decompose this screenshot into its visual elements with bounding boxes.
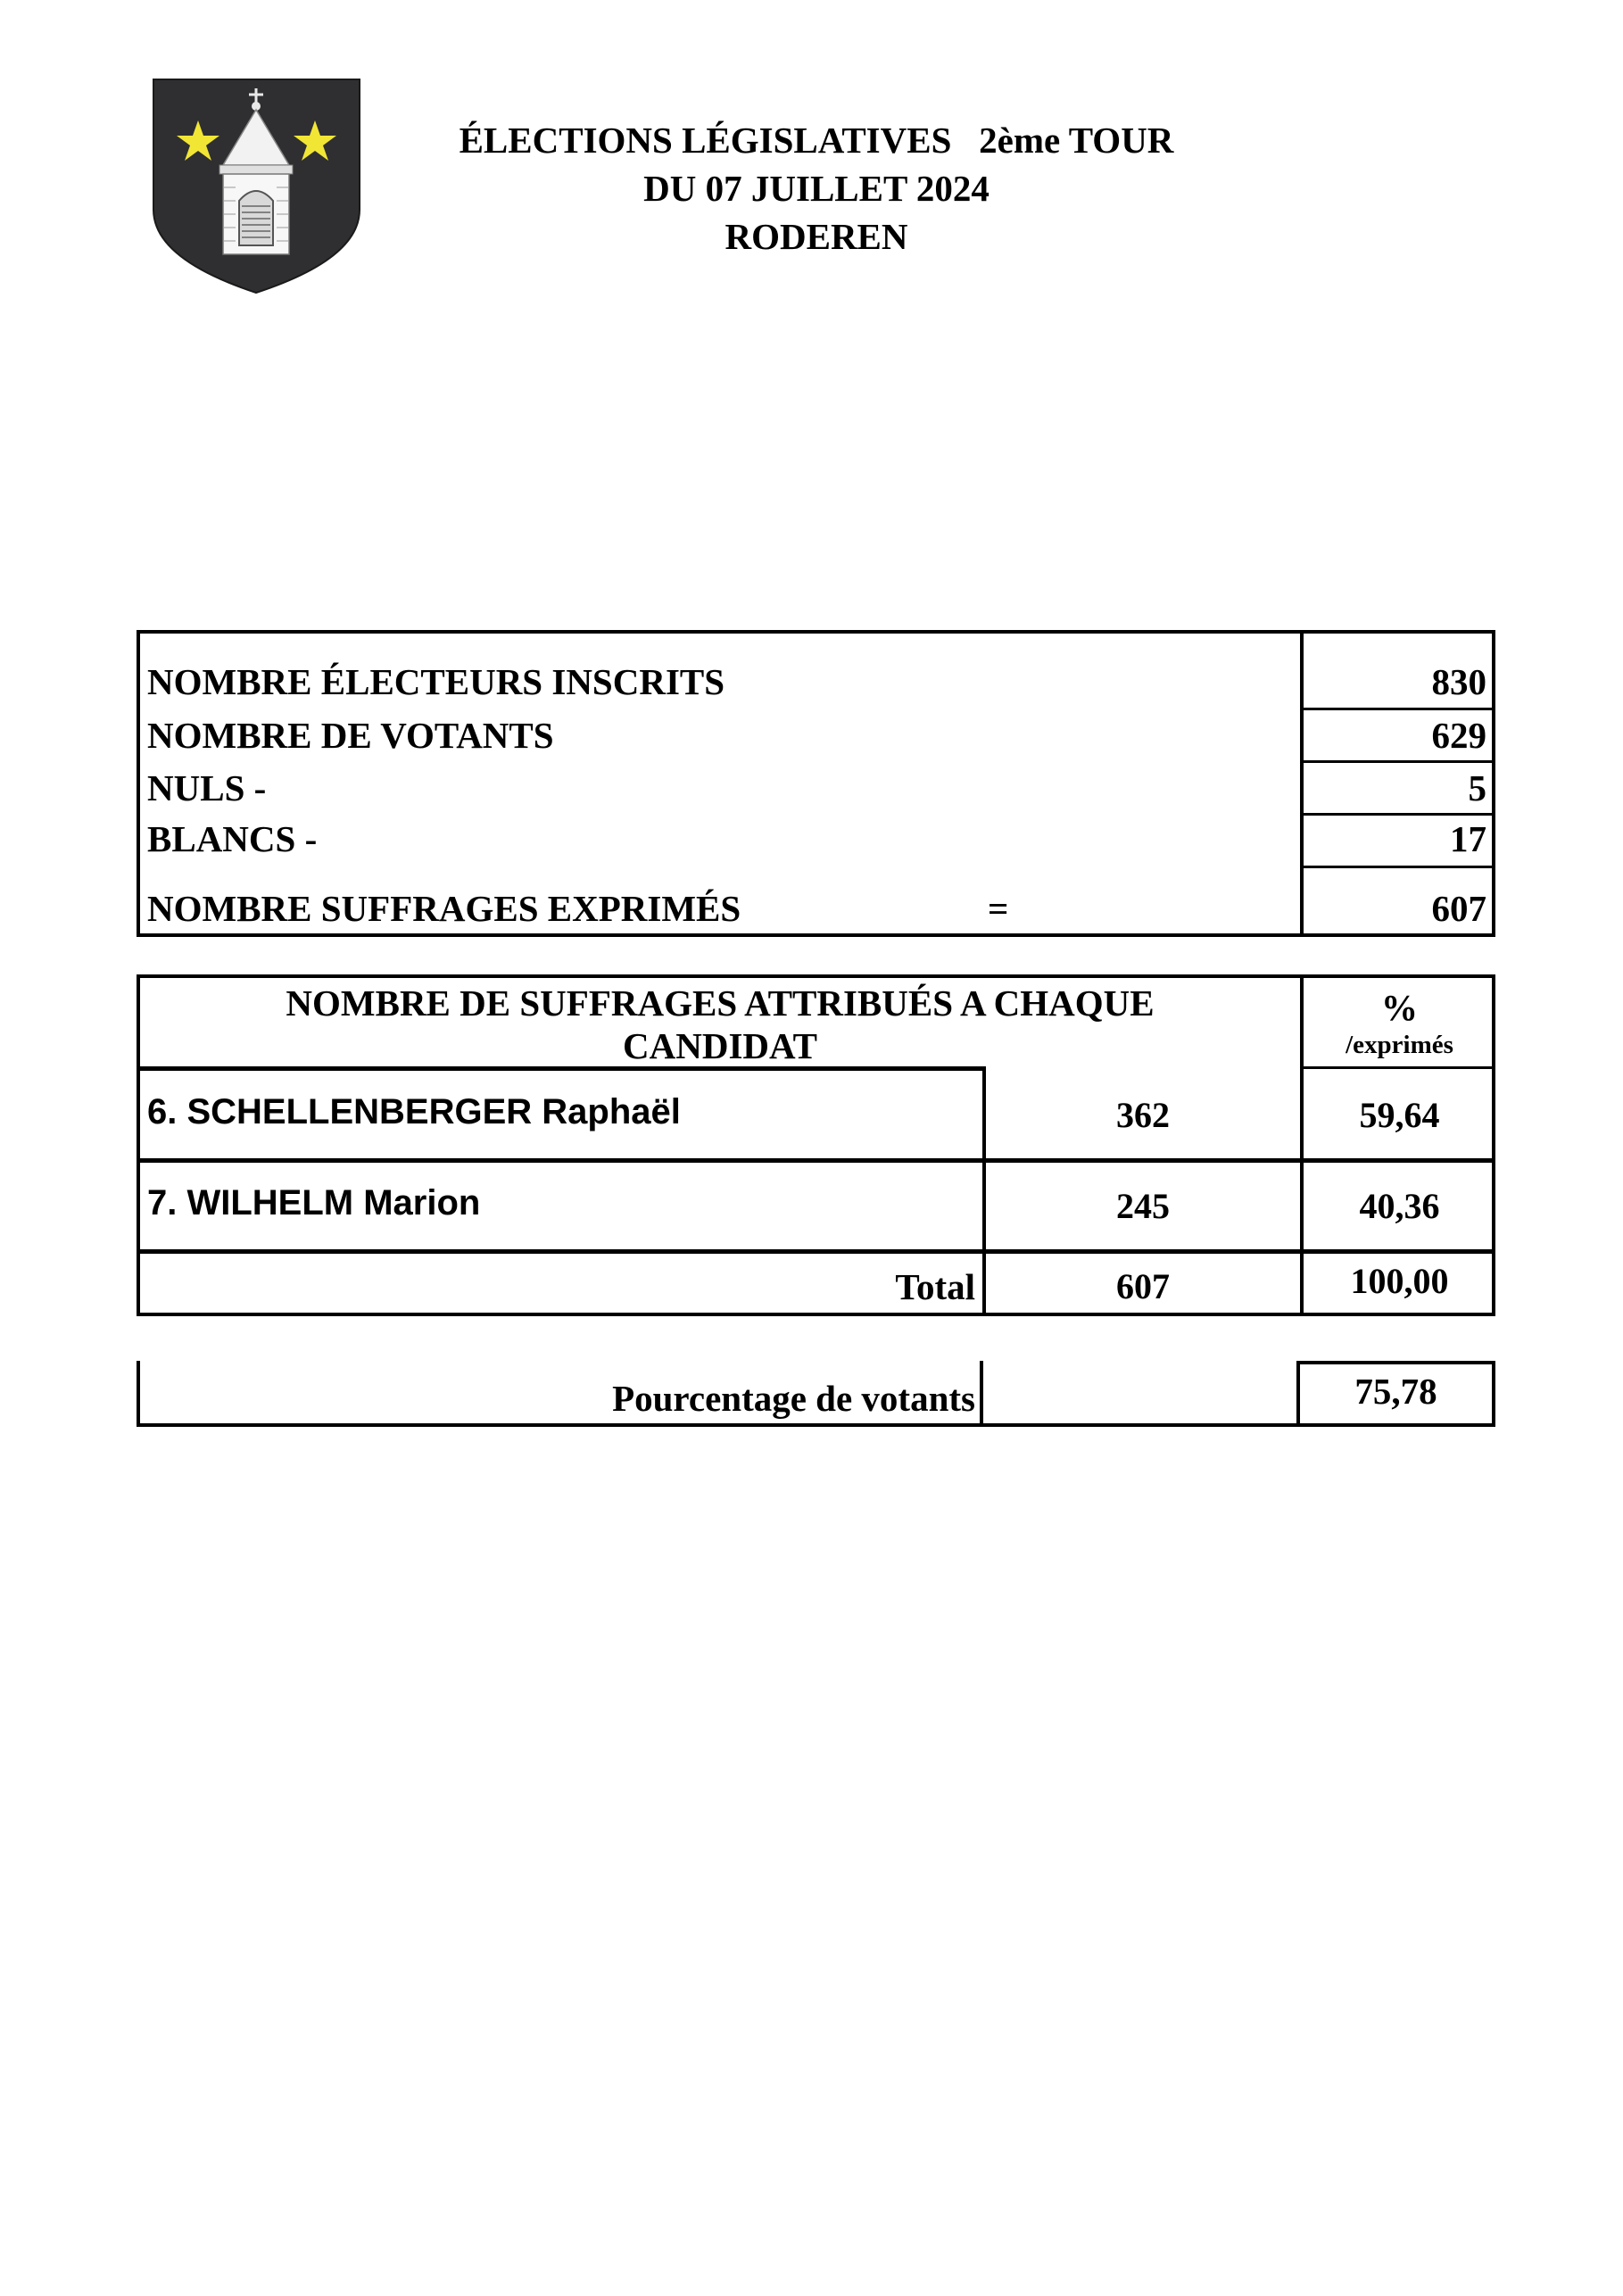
header-divider bbox=[140, 1066, 986, 1071]
registered-voters-value: 830 bbox=[1431, 661, 1486, 702]
summary-row-divider bbox=[1300, 866, 1495, 868]
turnout-value: 75,78 bbox=[1354, 1371, 1437, 1412]
candidates-table-title bbox=[140, 982, 1300, 1067]
voters-label: NOMBRE DE VOTANTS bbox=[147, 715, 554, 756]
summary-row-divider bbox=[1300, 760, 1495, 763]
candidates-title-line1: NOMBRE DE SUFFRAGES ATTRIBUÉS A CHAQUE bbox=[286, 982, 1155, 1024]
turnout-divider bbox=[980, 1361, 983, 1427]
turnout-bottom-border bbox=[137, 1423, 1495, 1427]
candidates-title-line2: CANDIDAT bbox=[623, 1025, 817, 1066]
registered-voters-label: NOMBRE ÉLECTEURS INSCRITS bbox=[147, 661, 725, 702]
turnout-row bbox=[137, 1361, 1495, 1427]
commune-name: RODEREN bbox=[725, 216, 908, 257]
summary-table bbox=[137, 630, 1495, 937]
summary-row-divider bbox=[1300, 813, 1495, 816]
election-title: ÉLECTIONS LÉGISLATIVES 2ème TOUR bbox=[459, 120, 1174, 161]
candidate-name: 7. WILHELM Marion bbox=[147, 1183, 481, 1223]
turnout-left-border bbox=[137, 1361, 140, 1427]
header-divider-right bbox=[1300, 1066, 1495, 1069]
blank-votes-label: BLANCS - bbox=[147, 818, 318, 859]
document-header bbox=[286, 116, 1347, 261]
null-votes-label: NULS - bbox=[147, 767, 267, 808]
percent-symbol: % bbox=[1381, 987, 1418, 1028]
candidates-table bbox=[137, 974, 1495, 1316]
total-votes: 607 bbox=[1116, 1266, 1170, 1306]
percent-header bbox=[1304, 985, 1495, 1060]
candidate-votes: 245 bbox=[1116, 1186, 1170, 1226]
total-percent: 100,00 bbox=[1350, 1261, 1449, 1301]
election-date: DU 07 JUILLET 2024 bbox=[643, 168, 990, 209]
null-votes-value: 5 bbox=[1468, 767, 1486, 808]
candidate-name: 6. SCHELLENBERGER Raphaël bbox=[147, 1092, 681, 1131]
row-divider bbox=[140, 1158, 1495, 1163]
candidate-votes: 362 bbox=[1116, 1095, 1170, 1135]
expressed-votes-label: NOMBRE SUFFRAGES EXPRIMÉS bbox=[147, 888, 741, 929]
equals-sign: = bbox=[988, 888, 1009, 929]
blank-votes-value: 17 bbox=[1450, 818, 1486, 859]
summary-row-divider bbox=[1300, 708, 1495, 710]
expressed-votes-value: 607 bbox=[1431, 888, 1486, 929]
row-divider bbox=[140, 1249, 1495, 1254]
summary-column-divider bbox=[1300, 634, 1304, 933]
percent-subheader: /exprimés bbox=[1346, 1031, 1453, 1059]
total-label: Total bbox=[895, 1266, 975, 1307]
candidate-percent: 59,64 bbox=[1359, 1095, 1440, 1135]
turnout-label: Pourcentage de votants bbox=[612, 1378, 975, 1419]
voters-value: 629 bbox=[1431, 715, 1486, 756]
candidate-percent: 40,36 bbox=[1359, 1186, 1440, 1226]
